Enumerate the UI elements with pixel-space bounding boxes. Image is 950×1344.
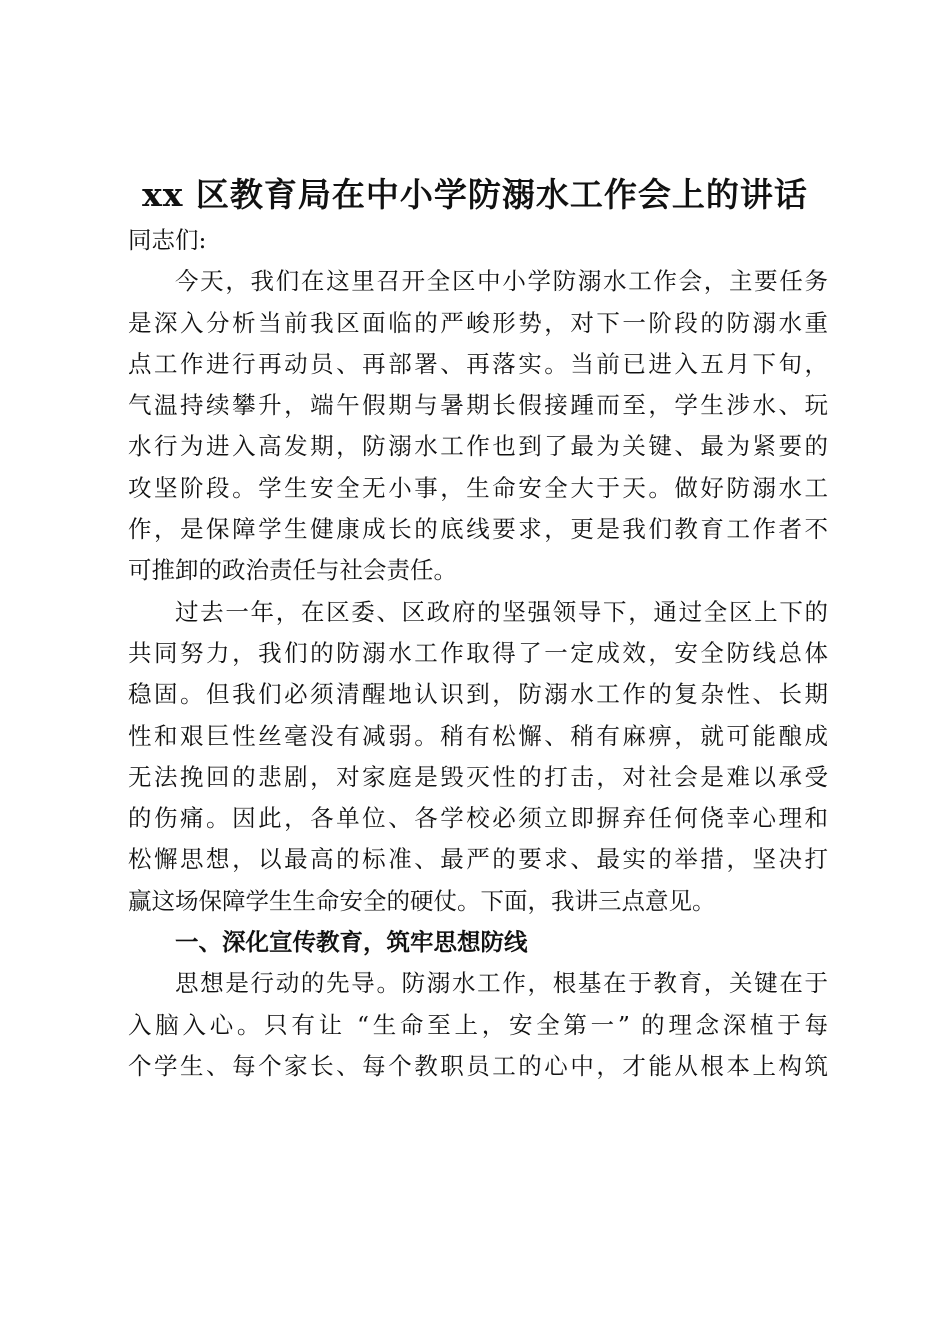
paragraph-line: 入脑入心。只有让 “生命至上，安全第一” 的理念深植于每 xyxy=(128,1010,828,1039)
paragraph-line: 点工作进行再动员、再部署、再落实。当前已进入五月下旬， xyxy=(128,349,828,378)
paragraph-line: 性和艰巨性丝毫没有减弱。稍有松懈、稍有麻痹，就可能酿成 xyxy=(128,721,828,750)
paragraph-line: 共同努力，我们的防溺水工作取得了一定成效，安全防线总体 xyxy=(128,638,828,667)
document-title: xx 区教育局在中小学防溺水工作会上的讲话 xyxy=(142,175,808,214)
paragraph-line: 松懈思想，以最高的标准、最严的要求、最实的举措，坚决打 xyxy=(128,845,828,874)
paragraph-3 xyxy=(128,963,828,1087)
paragraph-2 xyxy=(128,592,828,922)
document-body xyxy=(128,220,828,1087)
paragraph-line: 可推卸的政治责任与社会责任。 xyxy=(128,556,457,585)
paragraph-line: 水行为进入高发期，防溺水工作也到了最为关键、最为紧要的 xyxy=(128,432,828,461)
paragraph-line: 攻坚阶段。学生安全无小事，生命安全大于天。做好防溺水工 xyxy=(128,473,828,502)
paragraph-line: 个学生、每个家长、每个教职员工的心中，才能从根本上构筑 xyxy=(128,1051,828,1080)
paragraph-line: 作，是保障学生健康成长的底线要求，更是我们教育工作者不 xyxy=(128,515,828,544)
paragraph-line: 是深入分析当前我区面临的严峻形势，对下一阶段的防溺水重 xyxy=(128,308,828,337)
paragraph-line: 今天，我们在这里召开全区中小学防溺水工作会，主要任务 xyxy=(175,267,828,296)
paragraph-line: 的伤痛。因此，各单位、各学校必须立即摒弃任何侥幸心理和 xyxy=(128,804,828,833)
paragraph-1 xyxy=(128,261,828,591)
paragraph-line: 思想是行动的先导。防溺水工作，根基在于教育，关键在于 xyxy=(175,969,828,998)
paragraph-line: 过去一年，在区委、区政府的坚强领导下，通过全区上下的 xyxy=(175,597,828,626)
paragraph-line: 赢这场保障学生生命安全的硬仗。下面，我讲三点意见。 xyxy=(128,886,716,915)
section-heading: 一、深化宣传教育，筑牢思想防线 xyxy=(175,928,528,957)
paragraph-line: 无法挽回的悲剧，对家庭是毁灭性的打击，对社会是难以承受 xyxy=(128,762,828,791)
paragraph-line: 气温持续攀升，端午假期与暑期长假接踵而至，学生涉水、玩 xyxy=(128,391,828,420)
paragraph-line: 稳固。但我们必须清醒地认识到，防溺水工作的复杂性、长期 xyxy=(128,680,828,709)
salutation: 同志们: xyxy=(128,226,207,254)
